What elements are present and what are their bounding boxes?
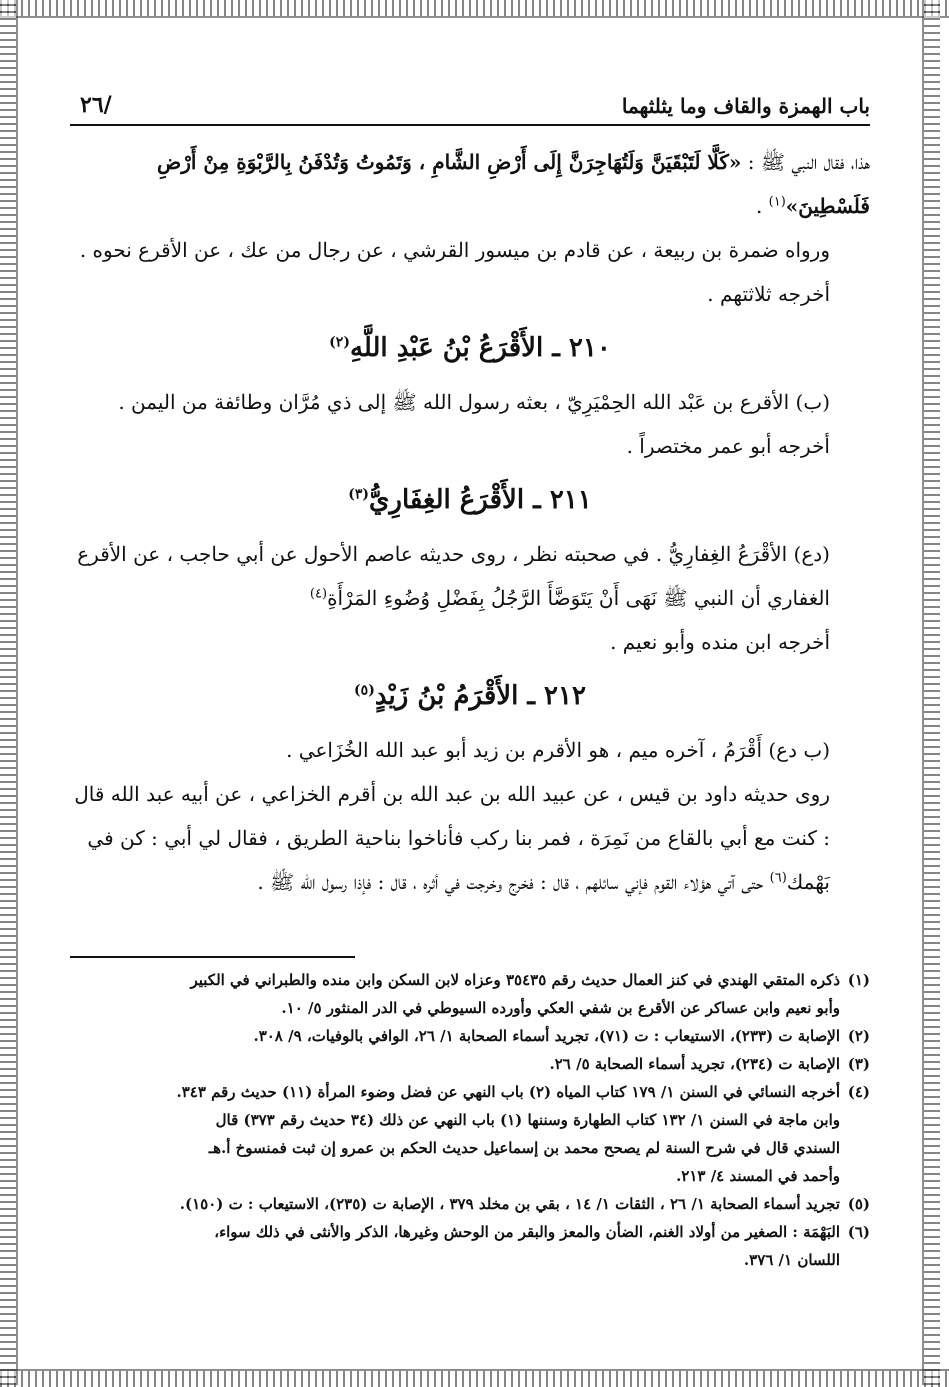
footnote-number: (٣) [847, 1055, 870, 1073]
entry-text-212: (ب دع) أَقْرَمُ ، آخره ميم ، هو الأقرم بن زيد أبو عبد الله الخُزَاعي . [286, 738, 830, 762]
entry-text-210: (ب) الأقرع بن عَبْد الله الحِمْيَرِيّ ، بعثه رسول الله ﷺ إلى ذي مُرَّان وطائفة من اليمن . [118, 390, 830, 414]
takhrij-paragraph: أخرجه ثلاثتهم . [707, 282, 830, 306]
entry-title: ٢١٢ ـ الأَقْرَمُ بْنُ زَيْدٍ [374, 681, 586, 711]
footnote-ref: (٢) [329, 334, 350, 351]
footnotes [70, 966, 870, 1274]
footnote-4-cont-1: وابن ماجة في السنن ١/ ١٣٢ كتاب الطهارة وسننها (١) باب النهي عن ذلك (٣٤ حديث رقم ٣٧٣) قال [215, 1111, 840, 1129]
intro-text: هذا، فقال النبي ﷺ : [741, 150, 870, 174]
footnote-line: الإصابة ت (٢٣٣)، الاستيعاب : ت (٧١)، تجريد أسماء الصحابة ١/ ٢٦، الوافي بالوفيات، ٩/ ٣٠٨. [253, 1027, 840, 1045]
decorative-border-top [0, 0, 949, 18]
intro-end: . [755, 194, 769, 218]
chapter-title: باب الهمزة والقاف وما يثلثهما [621, 94, 870, 118]
entry-heading-210 [70, 320, 870, 376]
decorative-border-right [922, 0, 940, 1385]
footnote-ref: (١) [768, 194, 786, 210]
entry-hadith-212 [70, 772, 870, 904]
main-text [70, 140, 870, 904]
footnote-number: (٤) [847, 1083, 870, 1101]
running-header [70, 88, 870, 126]
decorative-border-left [0, 0, 18, 1385]
footnote-line: البَهْمَة : الصغير من أولاد الغنم، الضأن والمعز والبقر من الوحش وغيرها، الذكر والأنثى في ذلك سواء، [214, 1223, 840, 1241]
footnote-line: ذكره المتقي الهندي في كنز العمال حديث رقم ٣٥٤٣٥ وعزاه لابن السكن وابن منده والطبراني في الكبير [190, 971, 840, 989]
footnote-1-cont: وأبو نعيم وابن عساكر عن الأقرع بن شفي العكي وأورده السيوطي في الدر المنثور ٥/ ١٠. [281, 999, 840, 1017]
entry-heading-212 [70, 668, 870, 724]
footnote-3 [70, 1050, 870, 1078]
footnote-6-cont: اللسان ١/ ٣٧٦. [743, 1251, 840, 1269]
entry-title: ٢١٠ ـ الأَقْرَعُ بْنُ عَبْدِ اللَّهِ [349, 333, 611, 363]
footnote-divider [70, 956, 355, 958]
hadith-text: روى حديثه داود بن قيس ، عن عبيد الله بن عبد الله بن أقرم الخزاعي ، عن أبيه عبد الله قال : كنت مع أبي بالقاع من نَمِرَة ، فمر بنا ركب فأناخوا بناحية الطريق ، فقال لي أبي : كن في بَهْمك [74, 782, 830, 894]
footnote-4-cont-3: وأحمد في المسند ٤/ ٢١٣. [676, 1167, 840, 1185]
footnote-1 [70, 966, 870, 994]
footnote-number: (١) [847, 971, 870, 989]
page-number: ٢٦/ [80, 92, 112, 118]
footnote-4-cont-2: السندي قال في شرح السنة لم يصحح محمد بن إسماعيل حديث الحكم بن عمرو إن ثبت فمنسوخ أ.هـ [208, 1139, 840, 1157]
footnote-ref: (٦) [769, 870, 787, 886]
footnote-2 [70, 1022, 870, 1050]
hadith-quote-end: فَلَسْطِينَ» [785, 194, 870, 218]
footnote-6 [70, 1218, 870, 1246]
footnote-line: أخرجه النسائي في السنن ١/ ١٧٩ كتاب المياه (٢) باب النهي عن فضل وضوء المرأة (١١) حديث رقم ٣٤٣. [176, 1083, 840, 1101]
footnote-ref: (٣) [348, 486, 370, 503]
footnote-ref: (٤) [309, 586, 328, 602]
entry-text: (دع) الأقْرَعُ الغِفارِيُّ . في صحبته نظر ، روى حديثه عاصم الأحول عن أبي حاجب ، عن الأقرع الغفاري أن النبي ﷺ نَهَى أَنْ يَتَوَضَّأَ الرَّجُلُ بِفَضْلِ وُضُوءِ المَرْأَةِ [77, 542, 830, 610]
entry-takhrij-210: أخرجه أبو عمر مختصراً . [626, 434, 830, 458]
entry-heading-211 [70, 472, 870, 528]
footnote-4 [70, 1078, 870, 1106]
footnote-number: (٦) [847, 1223, 870, 1241]
hadith-text-end: حتى آتي هؤلاء القوم فإني سائلهم ، قال : فخرج وخرجت في أثره ، قال : فإذا رسول الله ﷺ . [257, 870, 770, 894]
decorative-border-bottom [0, 1369, 949, 1387]
footnote-ref: (٥) [354, 682, 375, 699]
footnote-line: الإصابة ت (٢٣٤)، تجريد أسماء الصحابة ٥/ ٢٦. [549, 1055, 840, 1073]
hadith-quote: «كَلَّا لَتَبْقَيَنَّ وَلَتُهَاجِرَنَّ إِلَى أَرْضِ الشَّامِ ، وَتَمُوتُ وَتُدْفَنُ بِالرَّبْوَةِ مِنْ أَرْضِ [157, 150, 742, 174]
footnote-number: (٢) [847, 1027, 870, 1045]
narration-paragraph: ورواه ضمرة بن ربيعة ، عن قادم بن ميسور القرشي ، عن رجال من عك ، عن الأقرع نحوه . [79, 238, 830, 262]
entry-title: ٢١١ ـ الأَقْرَعُ الغِفَارِيُّ [369, 485, 592, 515]
entry-text-211 [70, 532, 870, 620]
footnote-line: تجريد أسماء الصحابة ١/ ٢٦ ، الثقات ١/ ١٤ ، بقي بن مخلد ٣٧٩ ، الإصابة ت (٢٣٥)، الاستيعاب : ت (١٥٠). [179, 1195, 840, 1213]
intro-paragraph [70, 140, 870, 228]
footnote-5 [70, 1190, 870, 1218]
entry-takhrij-211: أخرجه ابن منده وأبو نعيم . [610, 630, 830, 654]
footnote-number: (٥) [847, 1195, 870, 1213]
